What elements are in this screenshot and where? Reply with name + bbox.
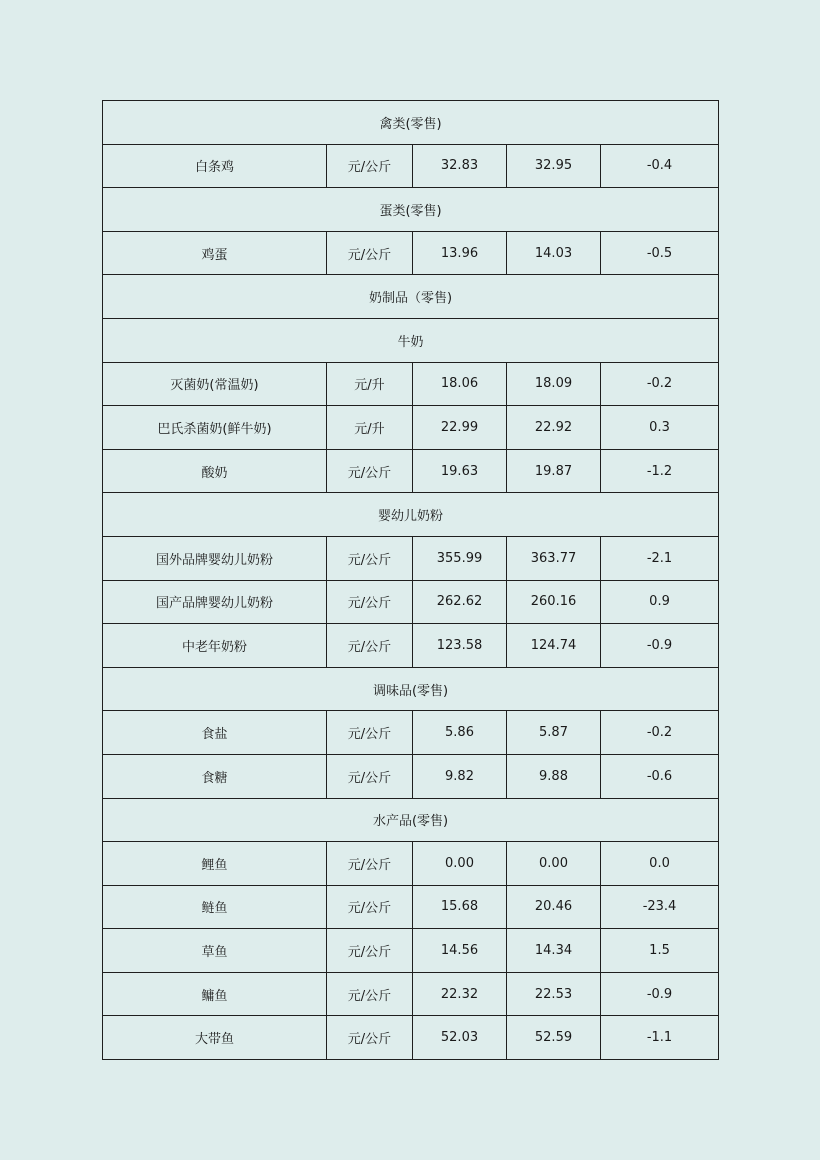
current-price-cell: 13.96 [413,231,507,275]
table-row [103,885,719,929]
change-percent-cell: -0.2 [601,362,719,406]
table-row [103,842,719,886]
unit-cell: 元/升 [327,406,413,450]
item-name-cell: 食糖 [103,754,327,798]
change-percent-cell: -23.4 [601,885,719,929]
current-price-cell: 123.58 [413,624,507,668]
unit-cell: 元/公斤 [327,144,413,188]
current-price-cell: 15.68 [413,885,507,929]
unit-cell: 元/公斤 [327,711,413,755]
current-price-cell: 14.56 [413,929,507,973]
section-header-row [103,667,719,711]
previous-price-cell: 52.59 [507,1016,601,1060]
table-row [103,711,719,755]
current-price-cell: 355.99 [413,536,507,580]
change-percent-cell: -0.9 [601,972,719,1016]
item-name-cell: 国产品牌婴幼儿奶粉 [103,580,327,624]
current-price-cell: 22.32 [413,972,507,1016]
change-percent-cell: -2.1 [601,536,719,580]
table-row [103,536,719,580]
current-price-cell: 19.63 [413,449,507,493]
table-row [103,1016,719,1060]
previous-price-cell: 18.09 [507,362,601,406]
current-price-cell: 9.82 [413,754,507,798]
change-percent-cell: -0.6 [601,754,719,798]
item-name-cell: 灭菌奶(常温奶) [103,362,327,406]
previous-price-cell: 0.00 [507,842,601,886]
section-header-row [103,188,719,232]
unit-cell: 元/公斤 [327,754,413,798]
table-row [103,362,719,406]
table-row [103,624,719,668]
unit-cell: 元/公斤 [327,624,413,668]
previous-price-cell: 9.88 [507,754,601,798]
table-row [103,580,719,624]
section-label: 婴幼儿奶粉 [103,493,719,537]
previous-price-cell: 14.03 [507,231,601,275]
current-price-cell: 32.83 [413,144,507,188]
change-percent-cell: -0.5 [601,231,719,275]
unit-cell: 元/公斤 [327,536,413,580]
unit-cell: 元/公斤 [327,885,413,929]
table-body [103,101,719,1060]
previous-price-cell: 20.46 [507,885,601,929]
unit-cell: 元/公斤 [327,580,413,624]
previous-price-cell: 124.74 [507,624,601,668]
price-table [102,100,719,1060]
change-percent-cell: -0.2 [601,711,719,755]
previous-price-cell: 260.16 [507,580,601,624]
previous-price-cell: 363.77 [507,536,601,580]
item-name-cell: 白条鸡 [103,144,327,188]
section-header-row [103,798,719,842]
section-header-row [103,275,719,319]
section-header-row [103,101,719,145]
item-name-cell: 中老年奶粉 [103,624,327,668]
table-row [103,144,719,188]
change-percent-cell: -0.9 [601,624,719,668]
current-price-cell: 262.62 [413,580,507,624]
item-name-cell: 鲢鱼 [103,885,327,929]
previous-price-cell: 14.34 [507,929,601,973]
item-name-cell: 国外品牌婴幼儿奶粉 [103,536,327,580]
section-label: 蛋类(零售) [103,188,719,232]
change-percent-cell: -0.4 [601,144,719,188]
change-percent-cell: 0.9 [601,580,719,624]
unit-cell: 元/公斤 [327,1016,413,1060]
unit-cell: 元/公斤 [327,449,413,493]
current-price-cell: 52.03 [413,1016,507,1060]
previous-price-cell: 19.87 [507,449,601,493]
item-name-cell: 酸奶 [103,449,327,493]
previous-price-cell: 32.95 [507,144,601,188]
section-label: 牛奶 [103,318,719,362]
table-row [103,231,719,275]
section-header-row [103,318,719,362]
unit-cell: 元/升 [327,362,413,406]
current-price-cell: 5.86 [413,711,507,755]
current-price-cell: 0.00 [413,842,507,886]
table-row [103,449,719,493]
section-label: 调味品(零售) [103,667,719,711]
item-name-cell: 鳙鱼 [103,972,327,1016]
table-row [103,929,719,973]
section-label: 禽类(零售) [103,101,719,145]
item-name-cell: 食盐 [103,711,327,755]
table-row [103,406,719,450]
change-percent-cell: -1.1 [601,1016,719,1060]
item-name-cell: 巴氏杀菌奶(鲜牛奶) [103,406,327,450]
change-percent-cell: 1.5 [601,929,719,973]
unit-cell: 元/公斤 [327,842,413,886]
unit-cell: 元/公斤 [327,972,413,1016]
previous-price-cell: 22.92 [507,406,601,450]
item-name-cell: 鲤鱼 [103,842,327,886]
previous-price-cell: 22.53 [507,972,601,1016]
change-percent-cell: 0.0 [601,842,719,886]
item-name-cell: 草鱼 [103,929,327,973]
section-label: 水产品(零售) [103,798,719,842]
table-row [103,754,719,798]
item-name-cell: 大带鱼 [103,1016,327,1060]
section-label: 奶制品（零售) [103,275,719,319]
current-price-cell: 18.06 [413,362,507,406]
previous-price-cell: 5.87 [507,711,601,755]
item-name-cell: 鸡蛋 [103,231,327,275]
current-price-cell: 22.99 [413,406,507,450]
change-percent-cell: -1.2 [601,449,719,493]
table-row [103,972,719,1016]
unit-cell: 元/公斤 [327,231,413,275]
unit-cell: 元/公斤 [327,929,413,973]
section-header-row [103,493,719,537]
change-percent-cell: 0.3 [601,406,719,450]
